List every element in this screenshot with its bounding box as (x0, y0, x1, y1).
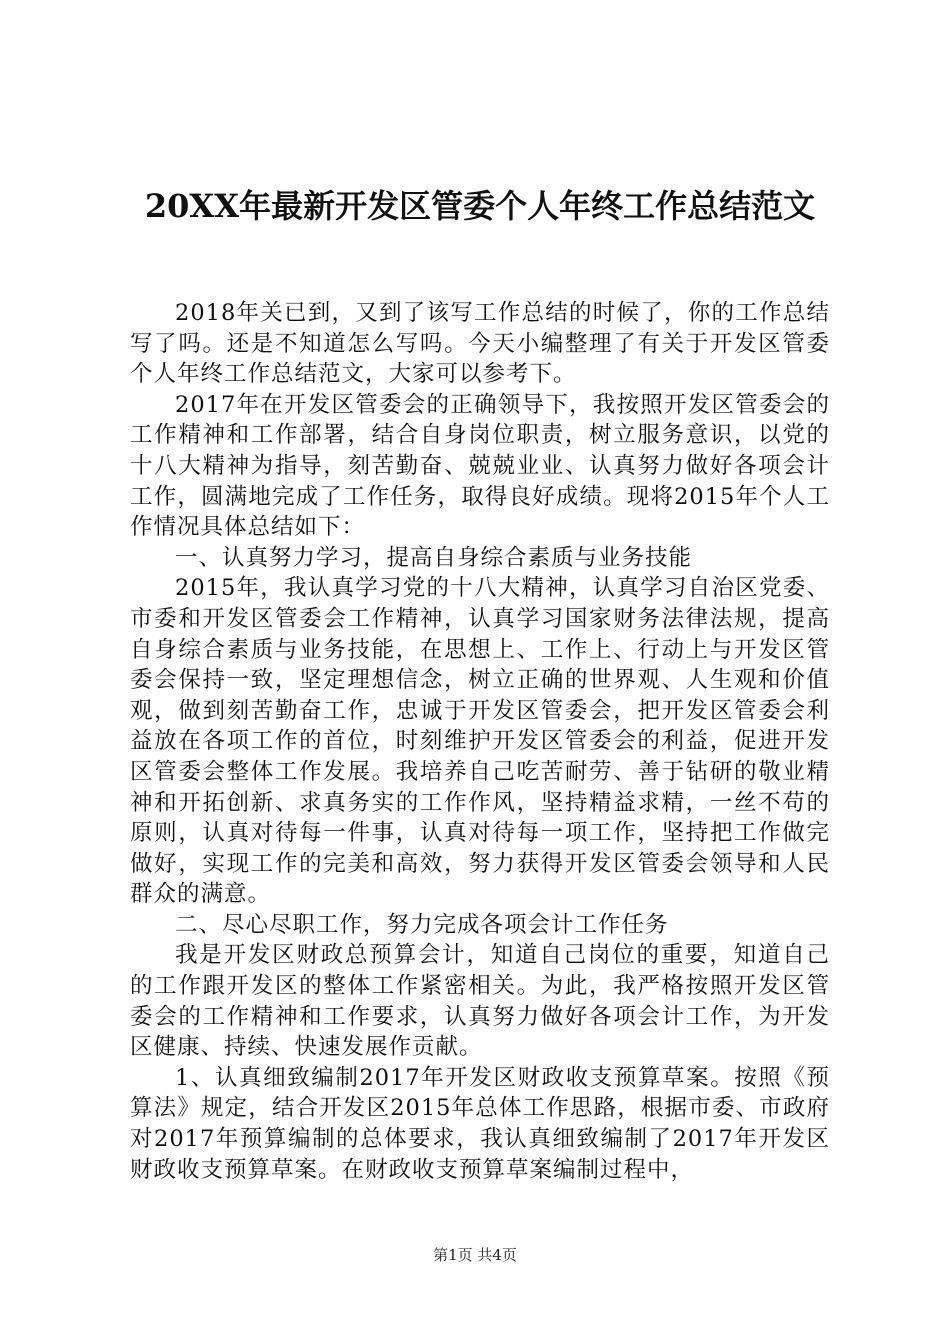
paragraph-intro: 2018年关已到，又到了该写工作总结的时候了，你的工作总结写了吗。还是不知道怎么写吗。今天小编整理了有关于开发区管委个人年终工作总结范文，大家可以参考下。 (130, 300, 830, 388)
document-body (130, 298, 830, 1185)
section-heading-1: 一、认真努力学习，提高自身综合素质与业务技能 (175, 544, 693, 571)
paragraph-budget: 1、认真细致编制2017年开发区财政收支预算草案。按照《预算法》规定，结合开发区2015年总体工作思路，根据市委、市政府对2017年预算编制的总体要求，我认真细致编制了2017年开发区财政收支预算草案。在财政收支预算草案编制过程中， (130, 1064, 830, 1183)
paragraph-role: 我是开发区财政总预算会计，知道自己岗位的重要，知道自己的工作跟开发区的整体工作紧密相关。为此，我严格按照开发区管委会的工作精神和工作要求，认真努力做好各项会计工作，为开发区健康、持续、快速发展作贡献。 (130, 942, 830, 1061)
page-number: 第1页 共4页 (433, 1246, 517, 1264)
paragraph-overview: 2017年在开发区管委会的正确领导下，我按照开发区管委会的工作精神和工作部署，结合自身岗位职责，树立服务意识，以党的十八大精神为指导，刻苦勤奋、兢兢业业、认真努力做好各项会计工作，圆满地完成了工作任务，取得良好成绩。现将2015年个人工作情况具体总结如下： (130, 391, 830, 541)
section-heading-2: 二、尽心尽职工作，努力完成各项会计工作任务 (175, 911, 669, 938)
paragraph-study: 2015年，我认真学习党的十八大精神，认真学习自治区党委、市委和开发区管委会工作精神，认真学习国家财务法律法规，提高自身综合素质与业务技能，在思想上、工作上、行动上与开发区管委会保持一致，坚定理想信念，树立正确的世界观、人生观和价值观，做到刻苦勤奋工作，忠诚于开发区管委会，把开发区管委会利益放在各项工作的首位，时刻维护开发区管委会的利益，促进开发区管委会整体工作发展。我培养自己吃苦耐劳、善于钻研的敬业精神和开拓创新、求真务实的工作作风，坚持精益求精，一丝不苟的原则，认真对待每一件事，认真对待每一项工作，坚持把工作做完做好，实现工作的完美和高效，努力获得开发区管委会领导和人民群众的满意。 (130, 575, 830, 908)
document-title: 20XX年最新开发区管委个人年终工作总结范文 (144, 187, 816, 225)
